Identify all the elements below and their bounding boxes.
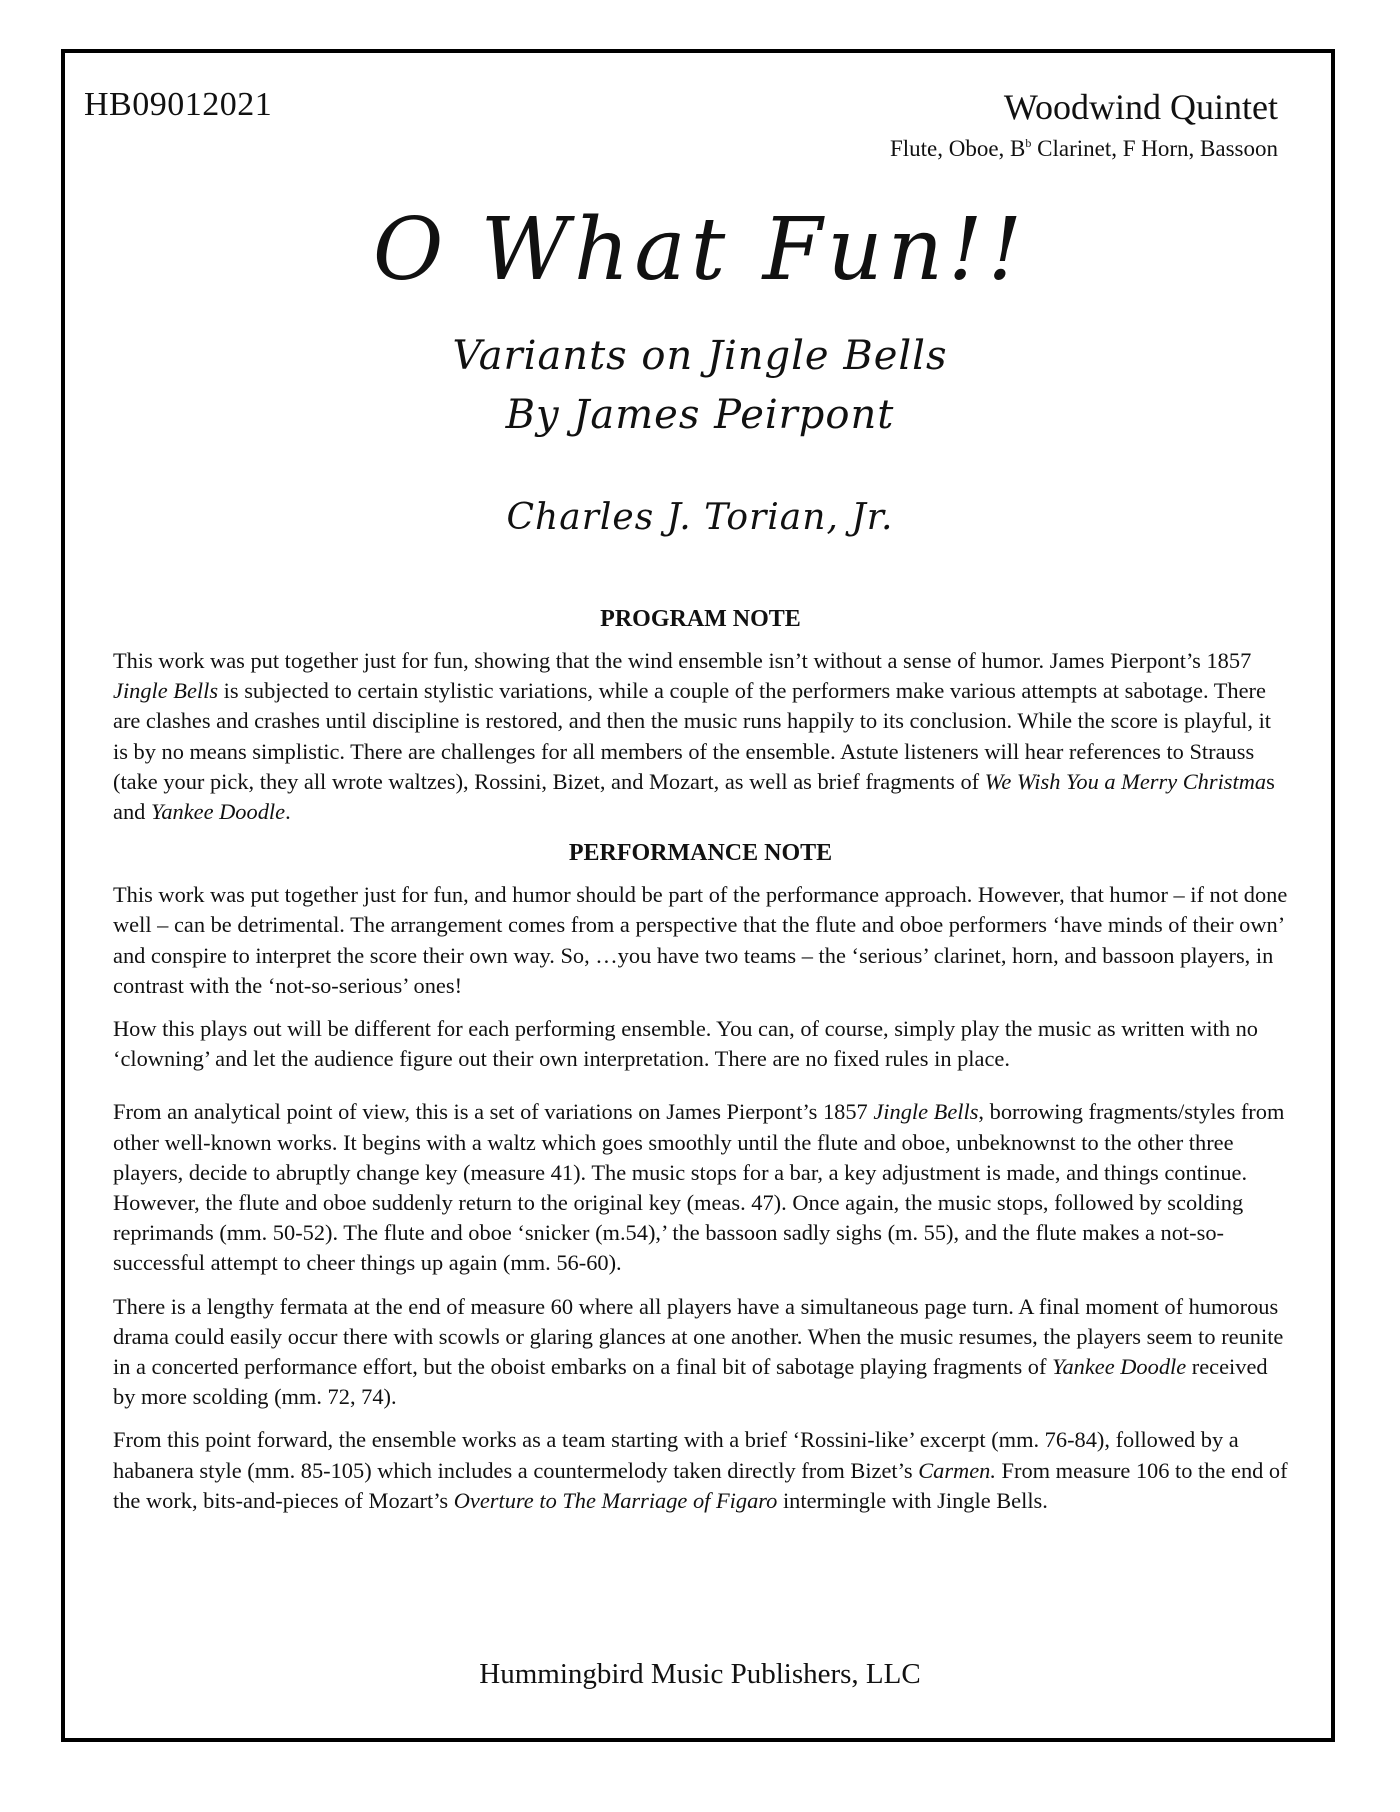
title-reference: Carmen.: [918, 1457, 996, 1483]
flat-symbol: b: [1025, 136, 1032, 150]
text-run: is subjected to certain stylistic variations, while a couple of the performers make various attempts at sabotage. There are clashes and crashes until discipline is restored, and then the music runs happily to its conclusion. While the score is playful, it is by no means simplistic. There are challenges for all members of the ensemble. Astute listeners will hear references to Strauss (take your pick, they all wrote waltzes), Rossini, Bizet, and Mozart, as well as brief fragments of: [113, 678, 1272, 794]
title-reference: Overture to The Marriage of Figaro: [453, 1487, 778, 1513]
performance-note-paragraph-4: [113, 1292, 1288, 1413]
title-reference: We Wish You a Merry Christma: [984, 768, 1267, 794]
program-note-paragraph: [113, 646, 1288, 827]
text-run: From this point forward, the ensemble works as a team starting with a brief ‘Rossini-like’ excerpt (mm. 76-84), followed by a habanera style (mm. 85-105) which includes a countermelody taken directly from Bizet’s: [113, 1427, 1239, 1483]
instrumentation-part2: Clarinet, F Horn, Bassoon: [1031, 136, 1278, 161]
title-reference: Jingle Bells: [113, 678, 219, 704]
instrumentation: [890, 136, 1278, 162]
performance-note-paragraph-5: [113, 1425, 1288, 1516]
performance-note-paragraph-2: How this plays out will be different for each performing ensemble. You can, of course, simply play the music as written with no ‘clowning’ and let the audience figure out their own interpretation. There are no fixed rules in place.: [113, 1016, 1259, 1072]
text-run: s and: [113, 768, 1275, 825]
catalog-number: HB09012021: [84, 86, 273, 123]
title-reference: Yankee Doodle: [1052, 1354, 1187, 1380]
text-run: , borrowing fragments/styles from other well-known works. It begins with a waltz which goes smoothly until the flute and oboe, unbeknownst to the other three players, decide to abruptly change key (measure 41). The music stops for a bar, a key adjustment is made, and things continue. However, the flute and oboe suddenly return to the original key (meas. 47). Once again, the music stops, followed by scolding reprimands (mm. 50-52). The flute and oboe ‘snicker (m.54),’ the bassoon sadly sighs (m. 55), and the flute makes a not-so-successful attempt to cheer things up again (mm. 56-60).: [113, 1099, 1285, 1276]
text-run: This work was put together just for fun, showing that the wind ensemble isn’t without a sense of humor. James Pierpont’s 1857: [113, 648, 1252, 673]
publisher-name: Hummingbird Music Publishers, LLC: [479, 1658, 921, 1690]
notes-body: [113, 606, 1288, 1529]
title-reference: Yankee Doodle: [150, 799, 286, 825]
work-title: O What Fun!!: [372, 200, 1028, 300]
text-run: received by more scolding (mm. 72, 74).: [113, 1354, 1268, 1410]
performance-note-heading: PERFORMANCE NOTE: [568, 840, 833, 867]
title-reference: Jingle Bells: [873, 1099, 979, 1125]
subtitle-line-2: By James Peirpont: [505, 392, 895, 438]
performance-note-paragraph-3: [113, 1097, 1288, 1278]
ensemble-type: Woodwind Quintet: [1003, 87, 1278, 127]
text-run: .: [285, 799, 291, 825]
performance-note-paragraph-1: This work was put together just for fun, and humor should be part of the performance approach. However, that humor – if not done well – can be detrimental. The arrangement comes from a perspective that the flute and oboe performers ‘have minds of their own’ and conspire to interpret the score their own way. So, …you have two teams – the ‘serious’ clarinet, horn, and bassoon players, in contrast with the ‘not-so-serious’ ones!: [113, 882, 1288, 998]
text-run: From an analytical point of view, this is a set of variations on James Pierpont’s 1857: [113, 1099, 874, 1125]
text-run: There is a lengthy fermata at the end of measure 60 where all players have a simultaneous page turn. A final moment of humorous drama could easily occur there with scowls or glaring glances at one another. When the music resumes, the players seem to reunite in a concerted performance effort, but the oboist embarks on a final bit of sabotage playing fragments of: [113, 1293, 1284, 1380]
text-run: intermingle with Jingle Bells.: [777, 1487, 1048, 1513]
subtitle-line-1: Variants on Jingle Bells: [452, 333, 948, 379]
composer-name: Charles J. Torian, Jr.: [506, 497, 894, 538]
instrumentation-part1: Flute, Oboe, B: [889, 136, 1026, 161]
spacer: [113, 1087, 1288, 1097]
text-run: From measure 106 to the end of the work, bits-and-pieces of Mozart’s: [113, 1457, 1288, 1513]
program-note-heading: PROGRAM NOTE: [600, 606, 801, 632]
